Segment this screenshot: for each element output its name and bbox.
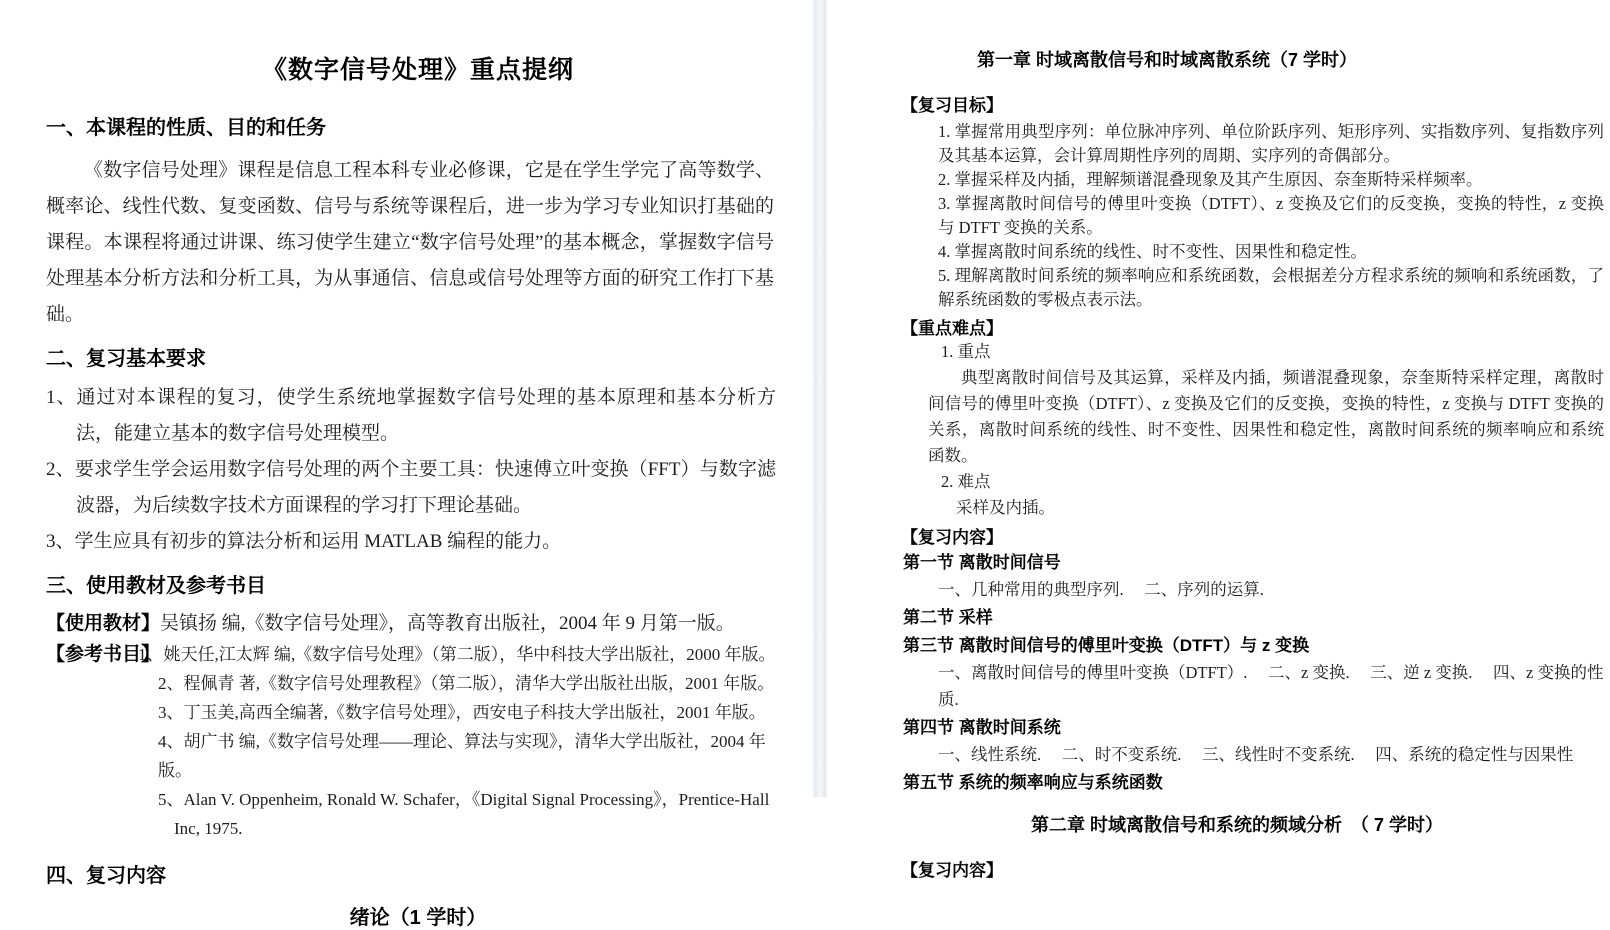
section-detail: 一、离散时间信号的傅里叶变换（DTFT）. 二、z 变换. 三、逆 z 变换. 四、z 变换的性质.: [938, 663, 1604, 709]
reference-item: 4、胡广书 编,《数字信号处理——理论、算法与实现》，清华大学出版社，2004 年版。: [158, 732, 766, 780]
textbook-line: [46, 609, 790, 639]
reference-item: 2、程佩青 著,《数字信号处理教程》（第二版），清华大学出版社出版，2001 年版。: [158, 674, 775, 693]
section-heading-1: 一、本课程的性质、目的和任务: [46, 117, 326, 139]
goal-item: 1. 掌握常用典型序列：单位脉冲序列、单位阶跃序列、矩形序列、实指数序列、复指数序列及其基本运算，会计算周期性序列的周期、实序列的奇偶部分。: [938, 122, 1604, 165]
textbook-label: 【使用教材】: [46, 613, 161, 634]
reference-item: 3、丁玉美,高西全编著,《数字信号处理》，西安电子科技大学出版社，2001 年版。: [158, 703, 766, 722]
review-goals-list: [901, 120, 1604, 312]
references-label: 【参考书目】: [46, 644, 161, 665]
reference-item: 5、Alan V. Oppenheim, Ronald W. Schafer，《Digital Signal Processing》，Prentice-Hall Inc, 1975.: [158, 790, 770, 838]
keypoint-number: 1. 重点: [941, 342, 991, 361]
section-heading: 第三节 离散时间信号的傅里叶变换（DTFT）与 z 变换: [903, 636, 1310, 655]
section-heading-3: 三、使用教材及参考书目: [46, 575, 266, 597]
section-heading-4: 四、复习内容: [46, 865, 166, 887]
section-heading: 第二节 采样: [903, 608, 993, 627]
difficulty-text: 采样及内插。: [956, 498, 1055, 517]
list-item: 2、要求学生学会运用数字信号处理的两个主要工具：快速傅立叶变换（FFT）与数字滤波器，为后续数字技术方面课程的学习打下理论基础。: [46, 459, 776, 516]
textbook-text: 吴镇扬 编,《数字信号处理》，高等教育出版社，2004 年 9 月第一版。: [160, 613, 735, 634]
section-heading: 第一节 离散时间信号: [903, 553, 1061, 572]
section-heading: 第五节 系统的频率响应与系统函数: [903, 773, 1163, 792]
page-2: [828, 0, 1610, 880]
review-goals-label: 【复习目标】: [901, 96, 1003, 115]
chapter-1-title: 第一章 时域离散信号和时域离散系统（7 学时）: [977, 50, 1358, 70]
section-detail: 一、线性系统. 二、时不变系统. 三、线性时不变系统. 四、系统的稳定性与因果性: [938, 745, 1574, 764]
page-divider: [812, 0, 828, 797]
list-item: 3、学生应具有初步的算法分析和运用 MATLAB 编程的能力。: [46, 531, 562, 552]
keypoint-text: 典型离散时间信号及其运算，采样及内插，频谱混叠现象，奈奎斯特采样定理，离散时间信号的傅里叶变换（DTFT）、z 变换及它们的反变换，变换的特性，z 变换与 DTFT 变换的关系，离散时间系统的线性、时不变性、因果性和稳定性，离散时间系统的频率响应和系统函数。: [928, 368, 1604, 465]
difficulty-number: 2. 难点: [941, 472, 991, 491]
section-heading-2: 二、复习基本要求: [46, 348, 206, 370]
intro-chapter-title: 绪论（1 学时）: [349, 907, 487, 929]
review-content-label: 【复习内容】: [901, 528, 1003, 547]
goal-item: 2. 掌握采样及内插，理解频谱混叠现象及其产生原因、奈奎斯特采样频率。: [938, 170, 1483, 189]
goal-item: 3. 掌握离散时间信号的傅里叶变换（DTFT）、z 变换及它们的反变换，变换的特性，z 变换与 DTFT 变换的关系。: [938, 194, 1604, 237]
section-detail: 一、几种常用的典型序列. 二、序列的运算.: [938, 580, 1264, 599]
keypoints-label: 【重点难点】: [901, 319, 1003, 338]
course-description-paragraph: 《数字信号处理》课程是信息工程本科专业必修课，它是在学生学完了高等数学、概率论、线性代数、复变函数、信号与系统等课程后，进一步为学习专业知识打基础的课程。本课程将通过讲课、练习使学生建立“数字信号处理”的基本概念，掌握数字信号处理基本分析方法和分析工具，为从事通信、信息或信号处理等方面的研究工作打下基础。: [46, 160, 774, 325]
review-requirements-list: [46, 380, 790, 560]
section-heading: 第四节 离散时间系统: [903, 718, 1061, 737]
goal-item: 5. 理解离散时间系统的频率响应和系统函数，会根据差分方程求系统的频响和系统函数，了解系统函数的零极点表示法。: [938, 266, 1604, 309]
goal-item: 4. 掌握离散时间系统的线性、时不变性、因果性和稳定性。: [938, 242, 1367, 261]
chapter-2-content-label: 【复习内容】: [901, 861, 1003, 880]
reference-item: 1、姚天任,江太辉 编,《数字信号处理》（第二版），华中科技大学出版社，2000 年版。: [138, 645, 776, 664]
chapter-2-title: 第二章 时域离散信号和系统的频域分析 （ 7 学时）: [1031, 815, 1444, 835]
reference-list: [46, 640, 790, 843]
document-title: 《数字信号处理》重点提纲: [261, 56, 574, 84]
list-item: 1、通过对本课程的复习，使学生系统地掌握数字信号处理的基本原理和基本分析方法，能建立基本的数字信号处理模型。: [46, 387, 776, 444]
